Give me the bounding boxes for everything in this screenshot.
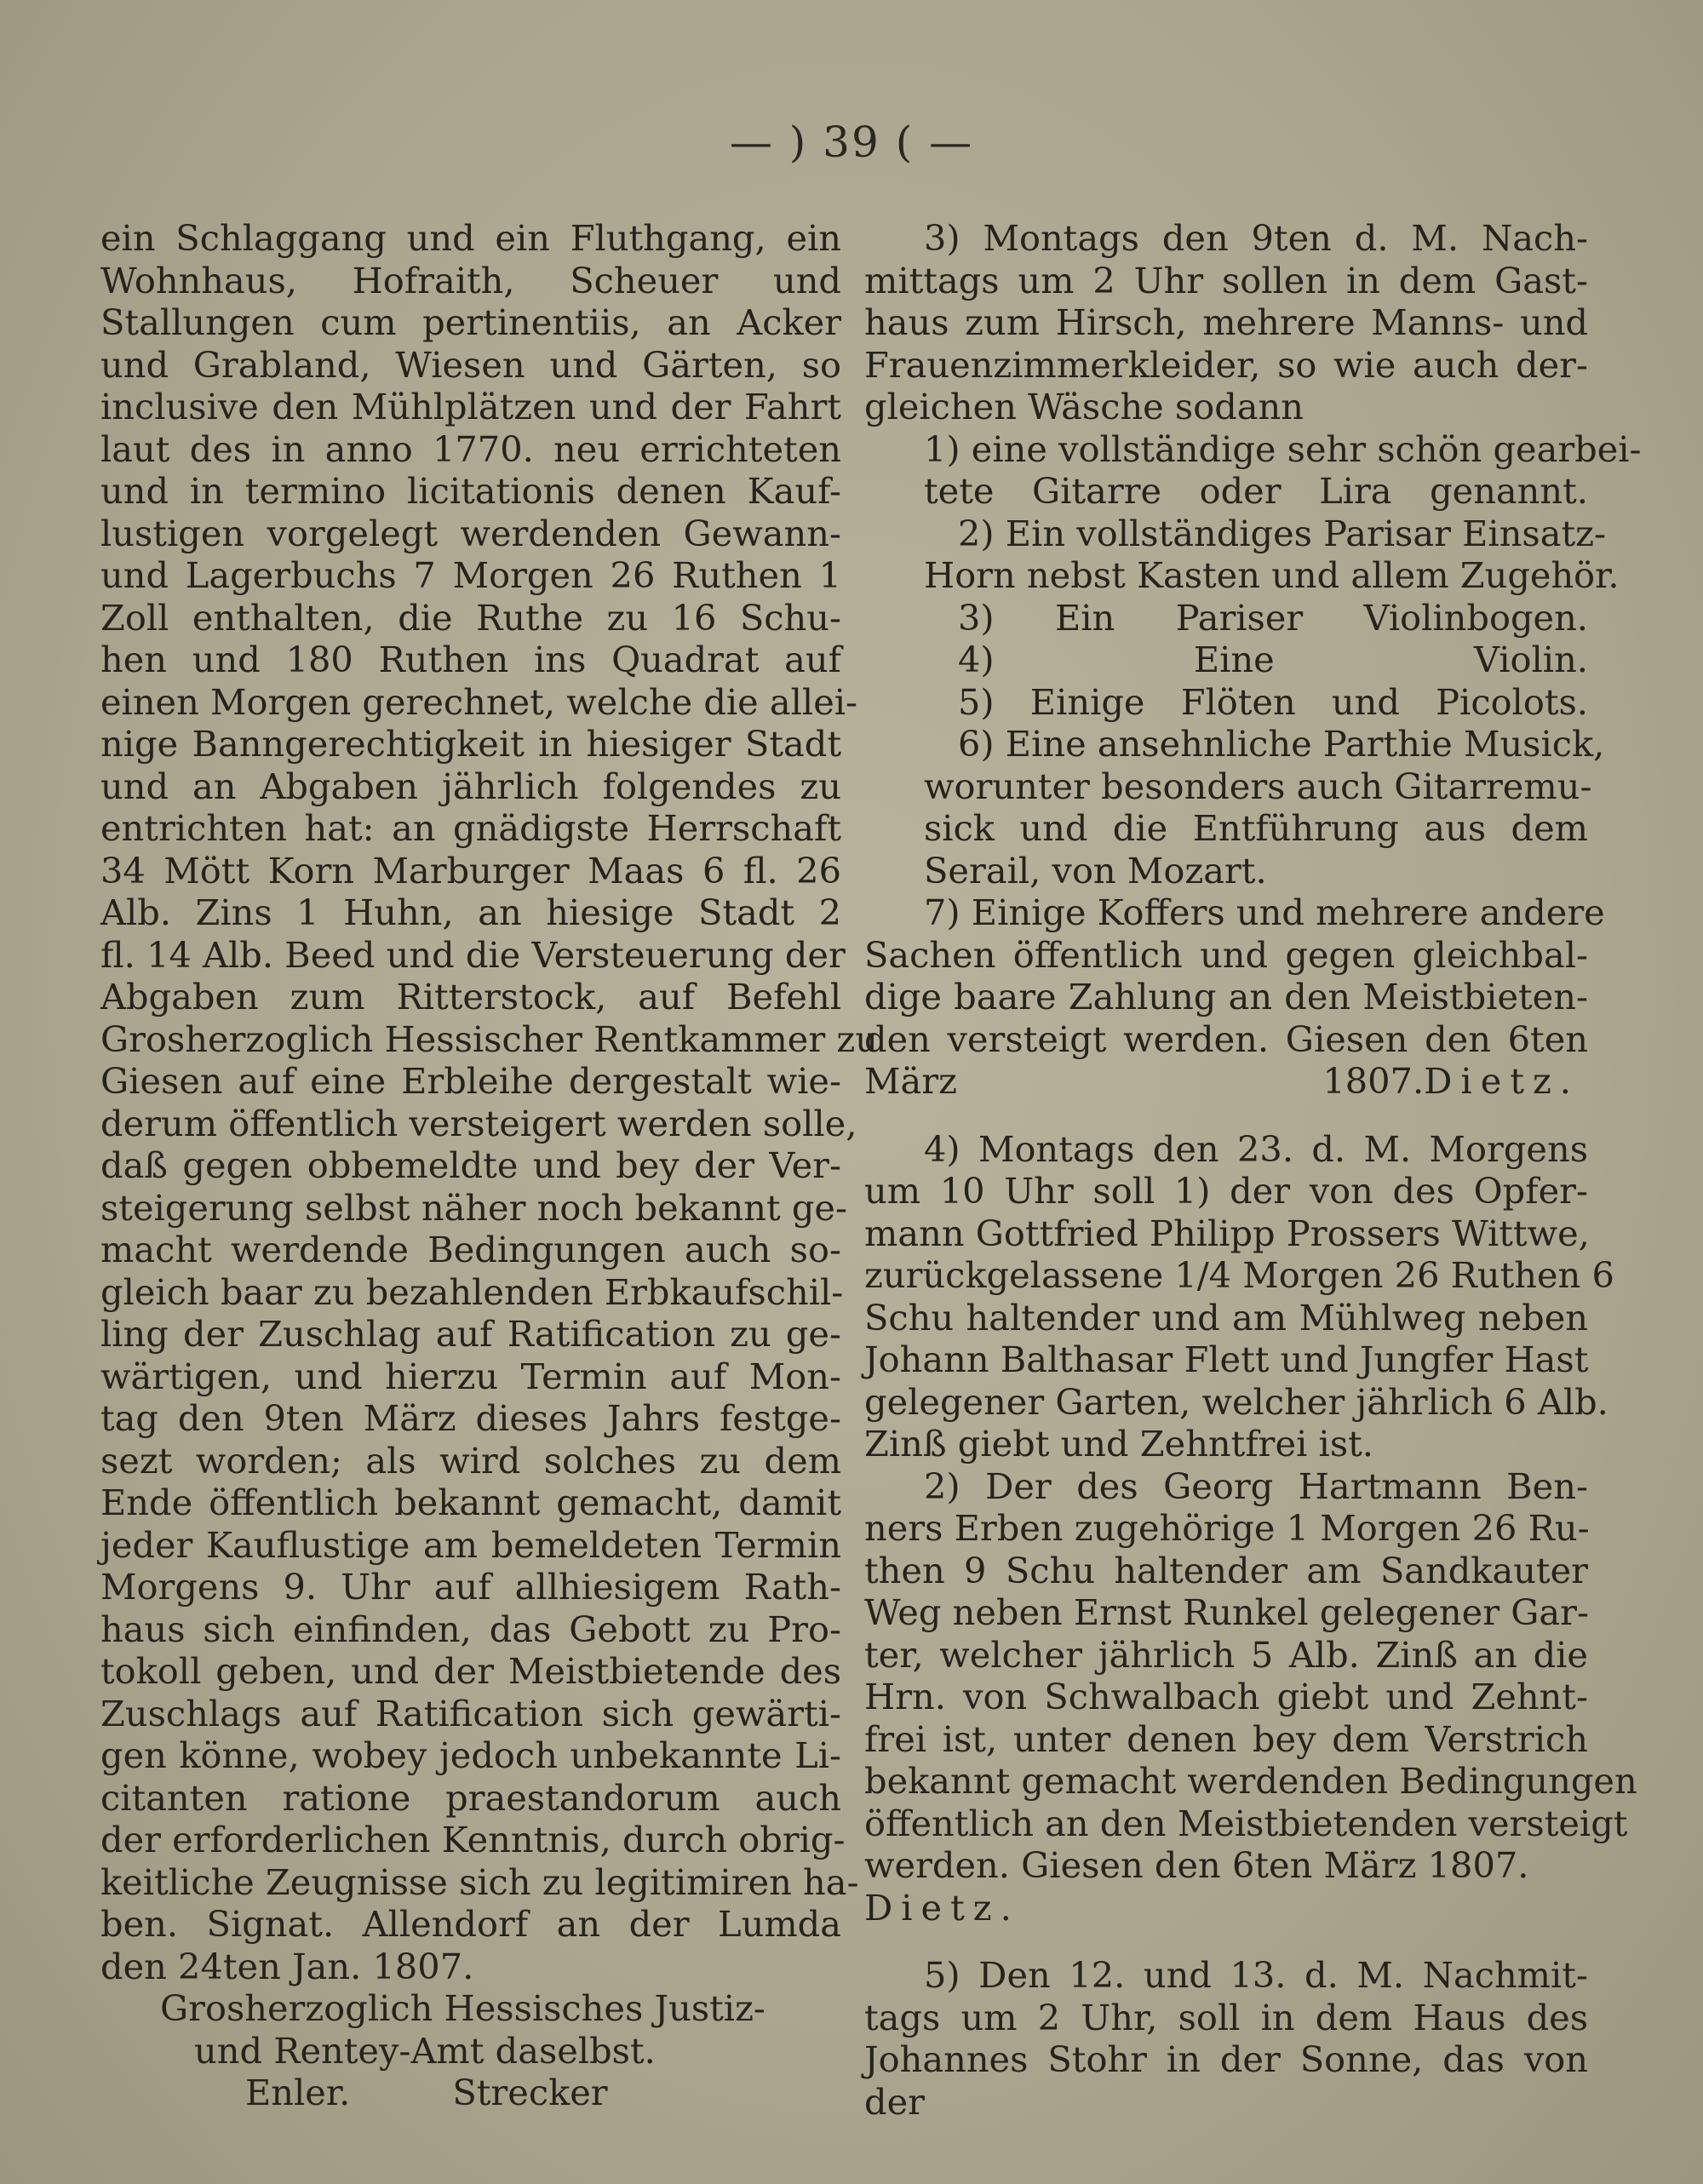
date-sign-line: [864, 1060, 1588, 1103]
text-line: wärtigen, und hierzu Termin auf Mon-: [100, 1355, 841, 1397]
text-line: 3) Montags den 9ten d. M. Nach-: [924, 217, 1588, 259]
right-column: [864, 217, 1642, 2123]
catchword: der: [864, 2080, 925, 2123]
signature-office-line: und Rentey-Amt daselbst.: [194, 2029, 656, 2072]
text-line: Horn nebst Kasten und allem Zugehör.: [924, 554, 1620, 596]
text-line: macht werdende Bedingungen auch so-: [100, 1229, 841, 1270]
text-line: öffentlich an den Meistbietenden versteigt: [864, 1802, 1628, 1844]
text-line: Grosherzoglich Hessischer Rentkammer zu: [100, 1017, 878, 1060]
text-line: 4) Montags den 23. d. M. Morgens: [924, 1127, 1588, 1170]
text-line: mittags um 2 Uhr sollen in dem Gast-: [864, 259, 1588, 301]
text-line: ein Schlaggang und ein Fluthgang, ein: [100, 217, 841, 259]
text-line: lustigen vorgelegt werdenden Gewann-: [100, 512, 841, 554]
text-line: ben. Signat. Allendorf an der Lumda: [100, 1903, 841, 1945]
text-line: dige baare Zahlung an den Meistbieten-: [864, 976, 1588, 1017]
signature-name: Enler.: [245, 2072, 351, 2113]
text-line: Johann Balthasar Flett und Jungfer Hast: [864, 1338, 1589, 1380]
text-line: ners Erben zugehörige 1 Morgen 26 Ru-: [864, 1507, 1590, 1549]
text-line: tokoll geben, und der Meistbietende des: [100, 1650, 841, 1692]
text-line: gleich baar zu bezahlenden Erbkaufschil-: [100, 1270, 844, 1313]
text-line: und Lagerbuchs 7 Morgen 26 Ruthen 1: [100, 554, 841, 596]
text-line: frei ist, unter denen bey dem Verstrich: [864, 1717, 1588, 1760]
text-line: Zinß giebt und Zehntfrei ist.: [864, 1423, 1373, 1465]
text-line: haus sich einfinden, das Gebott zu Pro-: [100, 1608, 841, 1650]
signature-name: Dietz.: [1424, 1060, 1580, 1102]
left-column: [100, 217, 878, 2114]
text-line: nige Banngerechtigkeit in hiesiger Stadt: [100, 723, 841, 765]
text-line: Zoll enthalten, die Ruthe zu 16 Schu-: [100, 596, 841, 639]
text-line: derum öffentlich versteigert werden solle,: [100, 1102, 857, 1144]
date-text: März 1807.: [864, 1060, 1425, 1102]
text-line: ling der Zuschlag auf Ratification zu ge-: [100, 1313, 841, 1355]
signature-name: Dietz.: [864, 1886, 1020, 1929]
text-line: zurückgelassene 1/4 Morgen 26 Ruthen 6: [864, 1254, 1614, 1296]
text-line: steigerung selbst näher noch bekannt ge-: [100, 1186, 847, 1229]
text-line: then 9 Schu haltender am Sandkauter: [864, 1549, 1588, 1591]
text-line: Frauenzimmerkleider, so wie auch der-: [864, 343, 1588, 386]
text-line: werden. Giesen den 6ten März 1807.: [864, 1844, 1529, 1886]
text-line: 5) Den 12. und 13. d. M. Nachmit-: [924, 1954, 1588, 1996]
text-line: daß gegen obbemeldte und bey der Ver-: [100, 1144, 841, 1186]
text-line: ter, welcher jährlich 5 Alb. Zinß an die: [864, 1633, 1588, 1676]
text-line: Morgens 9. Uhr auf allhiesigem Rath-: [100, 1566, 841, 1608]
text-line: 5) Einige Flöten und Picolots.: [958, 680, 1588, 723]
text-line: Abgaben zum Ritterstock, auf Befehl: [100, 976, 841, 1017]
text-line: gelegener Garten, welcher jährlich 6 Alb.: [864, 1380, 1608, 1423]
text-line: Wohnhaus, Hofraith, Scheuer und: [100, 259, 841, 301]
text-line: und an Abgaben jährlich folgendes zu: [100, 765, 841, 807]
text-line: den 24ten Jan. 1807.: [100, 1945, 474, 1987]
text-line: Johannes Stohr in der Sonne, das von: [864, 2038, 1588, 2080]
text-line: Zuschlags auf Ratification sich gewärti-: [100, 1692, 841, 1734]
text-line: keitliche Zeugnisse sich zu legitimiren ha-: [100, 1860, 859, 1903]
text-line: 2) Der des Georg Hartmann Ben-: [924, 1465, 1588, 1507]
text-line: einen Morgen gerechnet, welche die allei-: [100, 680, 858, 723]
text-line: mann Gottfried Philipp Prossers Wittwe,: [864, 1212, 1590, 1254]
text-line: Sachen öffentlich und gegen gleichbal-: [864, 933, 1588, 976]
text-line: 2) Ein vollständiges Parisar Einsatz-: [958, 512, 1607, 554]
text-line: citanten ratione praestandorum auch: [100, 1776, 841, 1819]
text-line: sezt worden; als wird solches zu dem: [100, 1439, 841, 1482]
text-line: Stallungen cum pertinentiis, an Acker: [100, 301, 841, 343]
text-line: sick und die Entführung aus dem: [924, 807, 1588, 849]
text-line: Alb. Zins 1 Huhn, an hiesige Stadt 2: [100, 891, 841, 933]
text-line: bekannt gemacht werdenden Bedingungen: [864, 1760, 1637, 1802]
text-line: hen und 180 Ruthen ins Quadrat auf: [100, 639, 841, 680]
text-line: 7) Einige Koffers und mehrere andere: [924, 891, 1605, 933]
text-line: der erforderlichen Kenntnis, durch obrig-: [100, 1819, 846, 1860]
text-line: Giesen auf eine Erbleihe dergestalt wie-: [100, 1060, 841, 1102]
text-line: tag den 9ten März dieses Jahrs festge-: [100, 1397, 841, 1439]
text-line: worunter besonders auch Gitarremu-: [924, 765, 1592, 807]
text-line: und Grabland, Wiesen und Gärten, so: [100, 343, 841, 386]
text-line: Weg neben Ernst Runkel gelegener Gar-: [864, 1591, 1589, 1633]
text-line: tete Gitarre oder Lira genannt.: [924, 470, 1588, 512]
text-line: tags um 2 Uhr, soll in dem Haus des: [864, 1996, 1588, 2038]
text-line: den versteigt werden. Giesen den 6ten: [864, 1017, 1588, 1060]
page-header: — ) 39 ( —: [729, 118, 974, 167]
text-line: 6) Eine ansehnliche Parthie Musick,: [958, 723, 1605, 765]
text-line: gleichen Wäsche sodann: [864, 386, 1304, 427]
text-line: 1) eine vollständige sehr schön gearbei-: [924, 427, 1642, 470]
signature-name: Strecker: [452, 2072, 608, 2113]
signature-office-line: Grosherzoglich Hessisches Justiz-: [160, 1987, 765, 2029]
text-line: 34 Mött Korn Marburger Maas 6 fl. 26: [100, 849, 841, 891]
text-line: fl. 14 Alb. Beed und die Versteuerung der: [100, 933, 846, 976]
text-line: entrichten hat: an gnädigste Herrschaft: [100, 807, 841, 849]
text-line: um 10 Uhr soll 1) der von des Opfer-: [864, 1170, 1588, 1212]
text-line: gen könne, wobey jedoch unbekannte Li-: [100, 1734, 841, 1776]
text-line: inclusive den Mühlplätzen und der Fahrt: [100, 386, 841, 427]
text-line: laut des in anno 1770. neu errichteten: [100, 427, 841, 470]
text-line: Schu haltender und am Mühlweg neben: [864, 1296, 1588, 1338]
text-line: und in termino licitationis denen Kauf-: [100, 470, 841, 512]
text-line: 3) Ein Pariser Violinbogen.: [958, 596, 1588, 639]
signature-names: [100, 2072, 841, 2114]
text-line: Hrn. von Schwalbach giebt und Zehnt-: [864, 1676, 1588, 1717]
text-line: jeder Kauflustige am bemeldeten Termin: [100, 1523, 841, 1566]
text-line: Ende öffentlich bekannt gemacht, damit: [100, 1482, 841, 1523]
text-line: haus zum Hirsch, mehrere Manns- und: [864, 301, 1588, 343]
text-line: Serail, von Mozart.: [924, 849, 1267, 891]
text-line: 4) Eine Violin.: [958, 639, 1588, 680]
